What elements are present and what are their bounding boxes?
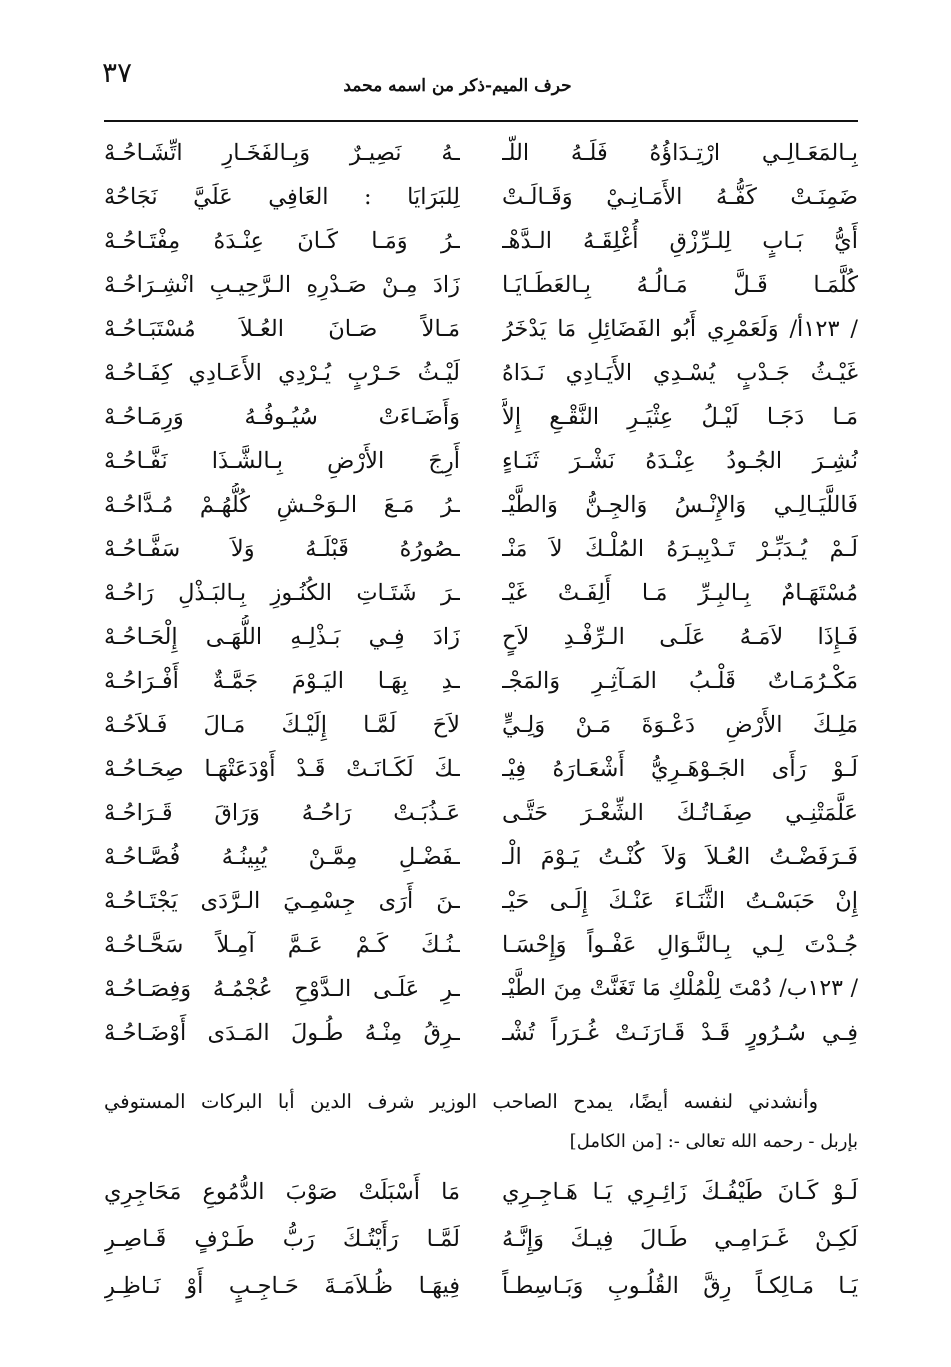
first-hemistich: مُسْتَهَـامٌ بِـالبِـرِّ مَـا أَلِفَـتْ غَيْـ (502, 580, 858, 606)
second-hemistich: ـكَ لَكَـانَـتْ قَـدْ أَوْدَعَتْهَـا صِحَـاحُـهْ (104, 756, 460, 782)
running-head: حرف الميم-ذكر من اسمه محمد (343, 76, 572, 96)
second-hemistich: ـرَ شَتَـاتِ الكُنُـوزِ بِـالبَـذْلِ رَاحُـهْ (104, 580, 460, 606)
verse (104, 131, 858, 175)
second-hemistich: ـصُورُهُ قَبْلَـهُ وَلاَ سَفَّـاحُـهْ (104, 536, 460, 562)
first-hemistich: / ١٢٣أ/ وَلَعَمْرِي أَبُو الفَضَائِلِ مَا يَدْخَرُ (502, 316, 858, 342)
first-hemistich: مَـا دَجَـا لَيْـلُ عِثْيَـرِ النَّقْـعِ إِلاَّ (502, 404, 858, 430)
first-hemistich: فَاللَّيَـالِـي وَالإِنْـسُ وَالجِـنُّ وَالطَّيْـ (502, 492, 858, 518)
first-hemistich: لَـوْ رَأَى الجَـوْهَـرِيُّ أَشْعَـارَهُ فِيْـ (502, 756, 858, 782)
first-hemistich: فَـرَفَضْـتُ العُـلاَ وَلاَ كُنْـتُ يَـوْمَ الْـ (502, 844, 858, 870)
verse (104, 571, 858, 615)
first-hemistich: فِـي سُـرُورٍ قَـدْ قَـارَنَـتْ غُـرَراً تُشْـ (502, 1020, 858, 1046)
first-hemistich: كُلَّمَـا قَـلَّ مَـالُـهُ بِـالعَطَـايَـا (502, 272, 858, 298)
second-hemistich: لاَحَ لَمَّـا إِلَيْـكَ مَـالَ فَـلاَحُـهْ (104, 712, 460, 738)
first-hemistich: جُـدْتَ لِـي بِـالنَّـوَالِ عَفْـواً وَإِحْسَـا (502, 932, 858, 958)
verse (104, 1264, 858, 1311)
first-hemistich: بِـالمَعَـالِـي ارْتِـدَاؤُهُ فَلَـهُ اللّـ (502, 140, 858, 166)
second-hemistich: زَادَ فِـي بَـذْلِـهِ اللُّهَـى إِلْحَـاحُـهْ (104, 624, 460, 650)
second-hemistich: لِلبَرَايَا : العَافِي عَلَيَّ نَجَاحُهْ (104, 184, 460, 210)
second-hemistich: مَـالاً صَـانَ العُـلاَ مُسْتَبَـاحُـهْ (104, 316, 460, 342)
first-hemistich: عَلَّمَتْنِـي صِفَـاتُـكَ الشِّعْـرَ حَتَّـى (502, 800, 858, 826)
verse (104, 615, 858, 659)
verse (104, 835, 858, 879)
second-hemistich: ـرِ عَلَـى الـدَّوْحِ عُجْمُـهُ وَفِصَـاحُـهْ (104, 976, 460, 1002)
verse (104, 923, 858, 967)
first-hemistich: / ١٢٣ب/ دُمْتَ لِلْمُلْكِ مَا تَغَنَّتْ مِنَ الطَّيْـ (502, 976, 858, 1001)
first-hemistich: فَـإِذَا لاَمَـهُ عَلَـى الـرِّفْـدِ لاَحٍ (502, 624, 858, 650)
second-hemistich: ـرُ وَمَـا كَـانَ عِنْـدَهُ مِفْتَـاحُـهْ (104, 228, 460, 254)
page-number: ٣٧ (102, 56, 133, 89)
verse (104, 483, 858, 527)
second-hemistich: زَادَ مِـنْ صَـدْرِهِ الـرَّحِيـبِ انْشِـرَاحُـهْ (104, 272, 460, 298)
verse (104, 1217, 858, 1264)
first-hemistich: لَـوْ كَـانَ طَيْفُـكَ زَائِـرِي يَـا هَـاجِـرِي (502, 1179, 858, 1205)
verse (104, 1011, 858, 1055)
verse (104, 395, 858, 439)
verse (104, 263, 858, 307)
second-hemistich: ـنُـكَ كَـمْ عَـمَّ آمِـلاً سَحَّـاحُـهْ (104, 932, 460, 958)
second-hemistich: ـدِ بِهَـا اليَـوْمَ جَمَّـةٌ أَفْـرَاحُـهْ (104, 668, 460, 694)
verse (104, 703, 858, 747)
second-hemistich: لَيْـثُ حَـرْبٍ يُـرْدِي الأَعَـادِي كِفَـاحُـهْ (104, 360, 460, 386)
verse (104, 175, 858, 219)
verse (104, 219, 858, 263)
verse (104, 1170, 858, 1217)
second-hemistich: ـفَضْـلِ مِمَّـنْ يُبِينُـهُ فُصَّـاحُـهْ (104, 844, 460, 870)
poem-khafif (104, 131, 858, 1055)
second-hemistich: ـنَ أَرَى جِسْمِـيَ الـرَّدَى يَجْتَـاحُـهْ (104, 888, 460, 914)
second-hemistich: عَـذُبَـتْ رَاحُـهُ وَرَاقَ قَـرَاحُـهْ (104, 800, 460, 826)
first-hemistich: غَيْـثُ جَـدْبٍ يُسْـدِي الأَيَـادِي نَـدَاهُ (502, 360, 858, 386)
first-hemistich: مَكْـرُمَـاتٌ قَلْـبُ المَـآثِـرِ وَالمَجْـ (502, 668, 858, 694)
first-hemistich: لَـمْ يُـدَبِّـرْ تَـدْبِيـرَهُ المُلْـكَ لاَ مَنْـ (502, 536, 858, 562)
first-hemistich: مَلِـكَ الأَرْضِ دَعْـوَةَ مَـنْ وَلِـيٍّ (502, 712, 858, 738)
verse (104, 659, 858, 703)
prose-intro-line: وأنشدني لنفسه أيضًا، يمدح الصاحب الوزير شرف الدين أبا البركات المستوفي (104, 1090, 818, 1113)
first-hemistich: لَكِـنْ غَـرَامِـي طَـالَ فِيـكَ وَإِنَّـهُ (502, 1226, 858, 1252)
second-hemistich: لَمَّـا رَأَيْتُـكَ رَبُّ طَـرْفٍ قَـاصِـرِ (104, 1226, 460, 1252)
second-hemistich: ـهُ نَصِيـرٌ وَبِـالفَخَـارِ اتِّشَـاحُـهْ (104, 140, 460, 166)
verse (104, 747, 858, 791)
first-hemistich: نُشِـرَ الجُـودُ عِنْـدَهُ نَشْـرَ ثَنَـاءٍ (502, 448, 858, 474)
second-hemistich: وَأَضَـاءَتْ سُيُـوفُـهُ وَرِمَـاحُـهْ (104, 404, 460, 430)
first-hemistich: أَيُّ بَـابٍ لِلـرِّزْقِ أُغْلِقَـهُ الـدَّهْـ (502, 228, 858, 254)
second-hemistich: فِيهَـا ظُـلاَمَـةَ حَـاجِـبٍ أَوْ نَـاظِـرِ (104, 1273, 460, 1299)
verse (104, 439, 858, 483)
second-hemistich: ـرُ مَـعَ الـوَحْـشِ كُلُّهُـمْ مُـدَّاحُـهْ (104, 492, 460, 518)
verse (104, 791, 858, 835)
verse (104, 351, 858, 395)
second-hemistich: مَا أَسْبَلَتْ صَوْبَ الدُّمُوعِ مَحَاجِرِي (104, 1179, 460, 1205)
poem-kamil (104, 1170, 858, 1311)
header-rule (104, 120, 858, 122)
second-hemistich: أَرِجَ الأَرْضِ بِـالشَّـذَا نَفَّـاحُـهْ (104, 448, 460, 474)
second-hemistich: ـرِقُ مِنْـهُ طُـولَ المَـدَى أَوْضَـاحُـهْ (104, 1020, 460, 1046)
first-hemistich: ضَمِنَـتْ كَفُّـهُ الأَمَـانِـيْ وَقَـالَـتْ (502, 184, 858, 210)
first-hemistich: إِنْ حَبَسْـتُ الثَّنَـاءَ عَنْـكَ إِلَـى حَيْـ (502, 888, 858, 914)
verse (104, 307, 858, 351)
first-hemistich: يَـا مَـالِكـاً رِقَّ القُلُـوبِ وَبَـاسِطـاً (502, 1273, 858, 1299)
prose-meter-line: بإربل - رحمه الله تعالى -: [من الكامل] (569, 1131, 858, 1152)
verse (104, 967, 858, 1011)
verse (104, 879, 858, 923)
verse (104, 527, 858, 571)
